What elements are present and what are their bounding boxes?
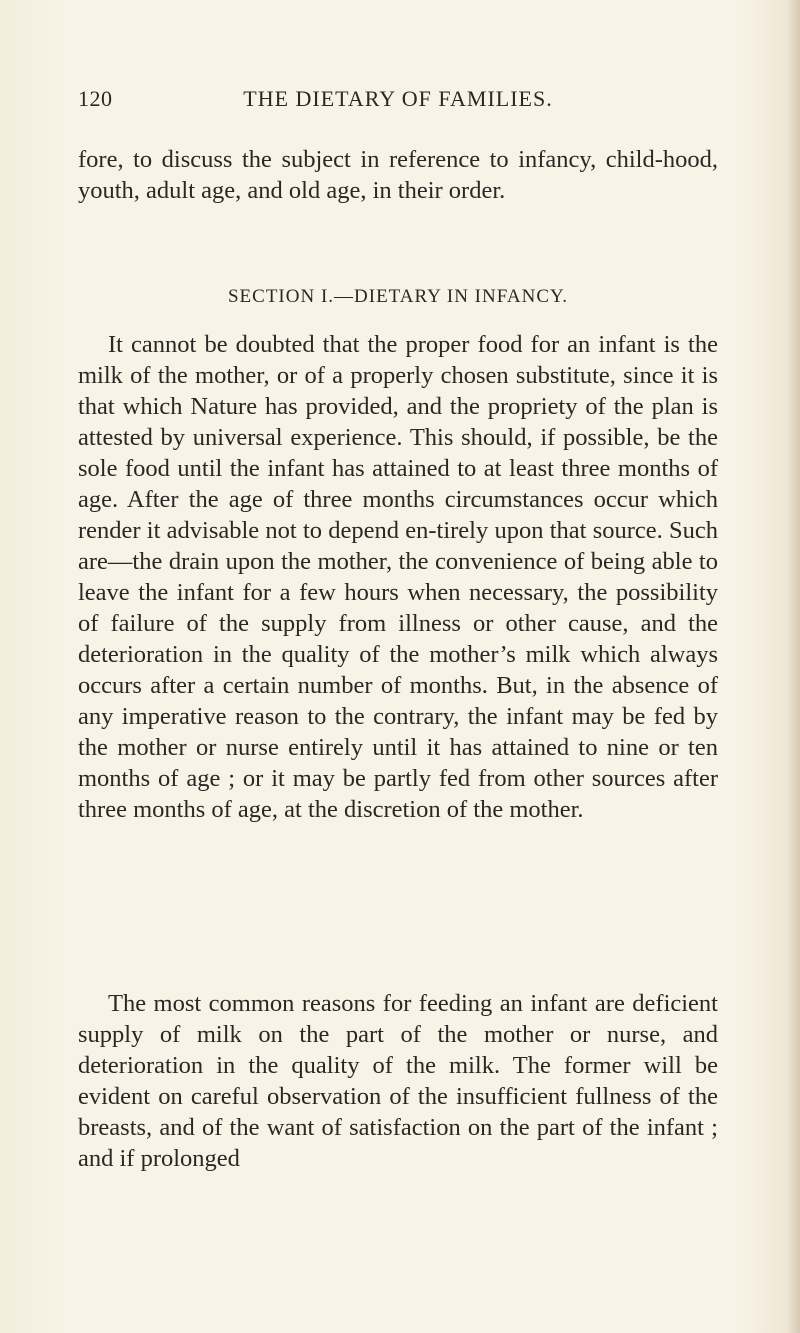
page-number: 120 [78, 86, 113, 111]
page-edge-shadow [786, 0, 800, 1333]
paragraph-dietary-infancy: It cannot be doubted that the proper food for an infant is the milk of the mother, or of a properly chosen substitute, since it is that which Nature has provided, and the propriety of the plan is attested by universal experience. This should, if possible, be the sole food until the infant has attained to at least three months of age. After the age of three months circumstances occur which render it advisable not to depend en-tirely upon that source. Such are—the drain upon the mother, the convenience of being able to leave the infant for a few hours when necessary, the possibility of failure of the supply from illness or other cause, and the deterioration in the quality of the mother’s milk which always occurs after a certain number of months. But, in the absence of any imperative reason to the contrary, the infant may be fed by the mother or nurse entirely until it has attained to nine or ten months of age ; or it may be partly fed from other sources after three months of age, at the discretion of the mother. [78, 331, 718, 823]
paragraph-feeding-reasons: The most common reasons for feeding an infant are deficient supply of milk on the part of the mother or nurse, and deterioration in the quality of the milk. The former will be evident on careful observation of the insufficient fullness of the breasts, and of the want of satisfaction on the part of the infant ; and if prolonged [78, 990, 718, 1172]
running-title: THE DIETARY OF FAMILIES. [243, 86, 553, 111]
section-heading: SECTION I.—DIETARY IN INFANCY. [227, 286, 569, 307]
page-header [78, 86, 718, 116]
opening-paragraph: fore, to discuss the subject in reference to infancy, child-hood, youth, adult age, and old age, in their order. [78, 146, 718, 204]
